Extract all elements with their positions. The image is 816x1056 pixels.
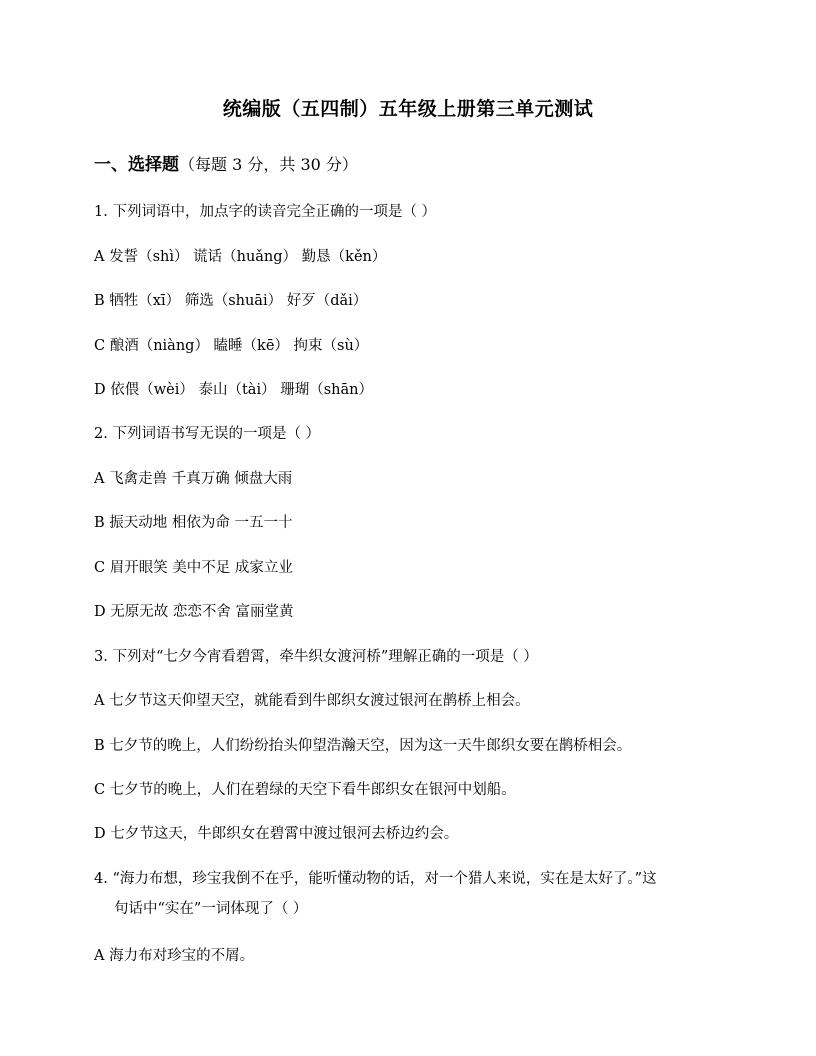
q4-option-a: A 海力布对珍宝的不屑。 (94, 948, 255, 964)
q3-option-d: D 七夕节这天，牛郎织女在碧霄中渡过银河去桥边约会。 (94, 826, 459, 842)
section-heading-note: （每题 3 分，共 30 分） (179, 155, 358, 174)
section-heading (94, 150, 358, 175)
question-3: 3. 下列对“七夕今宵看碧霄，牵牛织女渡河桥”理解正确的一项是（ ） (94, 649, 538, 665)
q3-option-c: C 七夕节的晚上，人们在碧绿的天空下看牛郎织女在银河中划船。 (94, 782, 516, 798)
document-title: 统编版（五四制）五年级上册第三单元测试 (222, 98, 594, 120)
q3-option-b: B 七夕节的晚上，人们纷纷抬头仰望浩瀚天空，因为这一天牛郎织女要在鹊桥相会。 (94, 738, 632, 754)
question-4-line-2: 句话中“实在”一词体现了（ ） (114, 901, 308, 917)
question-2: 2. 下列词语书写无误的一项是（ ） (94, 426, 321, 442)
q1-option-d: D 依偎（wèi） 泰山（tài） 珊瑚（shān） (94, 382, 373, 398)
question-4-line-1: 4. “海力布想，珍宝我倒不在乎，能听懂动物的话，对一个猎人来说，实在是太好了。”这 (94, 871, 657, 887)
q2-option-c: C 眉开眼笑 美中不足 成家立业 (94, 560, 293, 576)
q2-option-a: A 飞禽走兽 千真万确 倾盘大雨 (94, 471, 293, 487)
question-1: 1. 下列词语中，加点字的读音完全正确的一项是（ ） (94, 204, 437, 220)
q1-option-b: B 牺牲（xī） 筛选（shuāi） 好歹（dǎi） (94, 293, 368, 309)
q3-option-a: A 七夕节这天仰望天空，就能看到牛郎织女渡过银河在鹊桥上相会。 (94, 693, 530, 709)
q2-option-d: D 无原无故 恋恋不舍 富丽堂黄 (94, 604, 294, 620)
section-heading-label: 一、选择题 (94, 155, 179, 175)
q1-option-a: A 发誓（shì） 谎话（huǎng） 勤恳（kěn） (94, 249, 387, 265)
q2-option-b: B 振天动地 相依为命 一五一十 (94, 515, 293, 531)
q1-option-c: C 酿酒（niàng） 瞌睡（kē） 拘束（sù） (94, 338, 369, 354)
